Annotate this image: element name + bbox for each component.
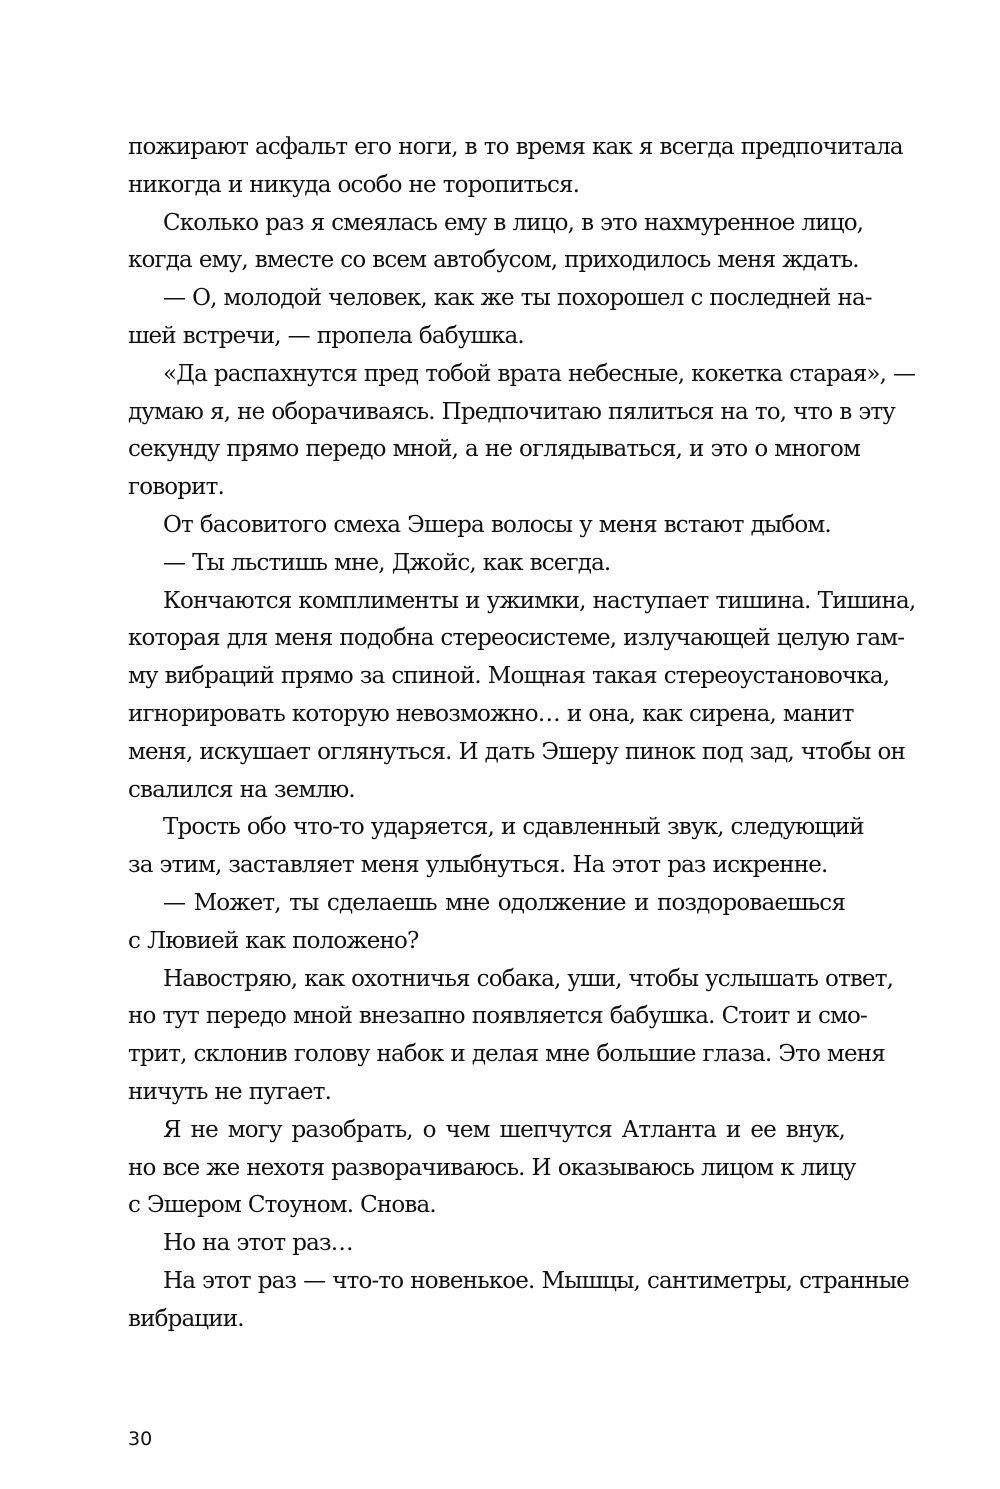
text-line: игнорировать которую невозможно… и она, как сирена, манит	[128, 700, 854, 727]
text-line: Но на этот раз…	[163, 1230, 353, 1257]
page-number: 30	[128, 1428, 153, 1450]
text-line: На этот раз — что-то новенькое. Мышцы, сантиметры, странные	[163, 1267, 909, 1294]
text-line: но все же нехотя разворачиваюсь. И оказываюсь лицом к лицу	[128, 1154, 856, 1181]
text-line: Я не могу разобрать, о чем шепчутся Атланта и ее внук,	[163, 1116, 845, 1143]
text-line: — Ты льстишь мне, Джойс, как всегда.	[163, 549, 611, 576]
text-line: с Эшером Стоуном. Снова.	[128, 1192, 436, 1219]
text-line: Навостряю, как охотничья собака, уши, чтобы услышать ответ,	[163, 965, 894, 992]
text-line: От басовитого смеха Эшера волосы у меня встают дыбом.	[163, 511, 831, 538]
text-line: — Может, ты сделаешь мне одолжение и поздороваешься	[163, 889, 845, 916]
text-line: когда ему, вместе со всем автобусом, приходилось меня ждать.	[128, 247, 859, 274]
text-line: секунду прямо передо мной, а не оглядываться, и это о многом	[128, 436, 861, 463]
text-line: «Да распахнутся пред тобой врата небесные, кокетка старая», —	[163, 360, 916, 387]
text-line: шей встречи, — пропела бабушка.	[128, 322, 524, 349]
body-text	[128, 129, 916, 1339]
text-line: меня, искушает оглянуться. И дать Эшеру пинок под зад, чтобы он	[128, 738, 906, 765]
text-line: му вибраций прямо за спиной. Мощная такая стереоустановочка,	[128, 663, 890, 690]
text-line: Кончаются комплименты и ужимки, наступает тишина. Тишина,	[163, 587, 916, 614]
text-line: думаю я, не оборачиваясь. Предпочитаю пялиться на то, что в эту	[128, 398, 895, 425]
text-line: Трость обо что-то ударяется, и сдавленный звук, следующий	[163, 814, 864, 841]
text-line: за этим, заставляет меня улыбнуться. На этот раз искренне.	[128, 852, 828, 879]
text-line: свалился на землю.	[128, 776, 355, 803]
text-line: ничуть не пугает.	[128, 1078, 332, 1105]
text-line: вибрации.	[128, 1305, 244, 1332]
text-line: Сколько раз я смеялась ему в лицо, в это нахмуренное лицо,	[163, 209, 864, 236]
text-line: но тут передо мной внезапно появляется бабушка. Стоит и смо-	[128, 1003, 867, 1030]
text-line: никогда и никуда особо не торопиться.	[128, 171, 580, 198]
text-line: которая для меня подобна стереосистеме, излучающей целую гам-	[128, 625, 905, 652]
text-line: пожирают асфальт его ноги, в то время как я всегда предпочитала	[128, 134, 903, 160]
text-line: трит, склонив голову набок и делая мне большие глаза. Это меня	[128, 1041, 885, 1068]
text-line: — О, молодой человек, как же ты похорошел с последней на-	[163, 285, 872, 312]
text-line: говорит.	[128, 474, 224, 501]
text-line: с Лювией как положено?	[128, 927, 419, 954]
